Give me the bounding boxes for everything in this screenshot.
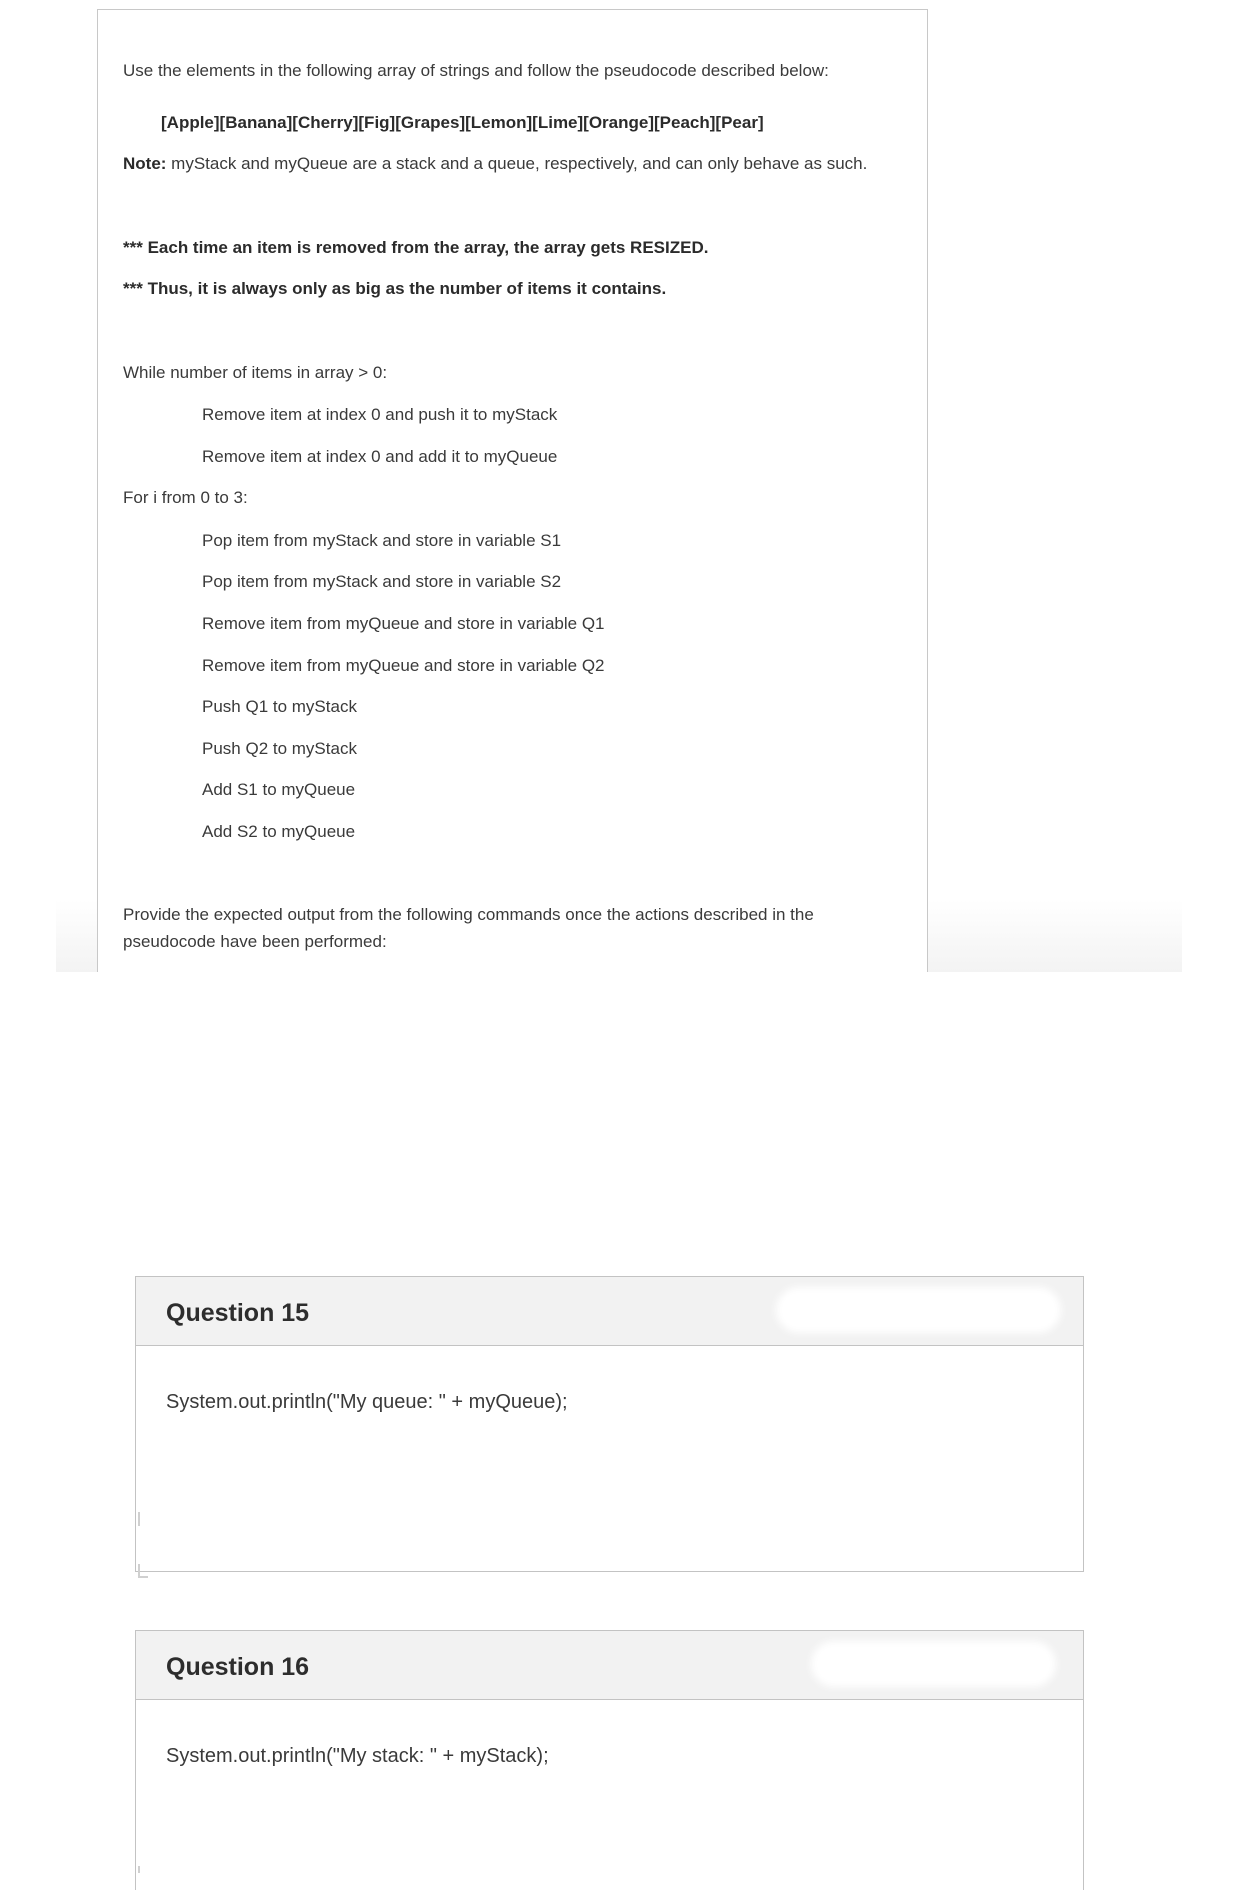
for-step: Push Q2 to myStack: [202, 739, 357, 758]
while-step: Remove item at index 0 and push it to myStack: [202, 405, 558, 424]
for-loop-header: For i from 0 to 3:: [123, 488, 248, 507]
question-16-card: [135, 1630, 1084, 1890]
margin-tick: [138, 1866, 140, 1873]
note-label: Note:: [123, 154, 167, 173]
for-step: Remove item from myQueue and store in variable Q1: [202, 614, 605, 633]
question-15-card: [135, 1276, 1084, 1572]
question-15-header: [136, 1277, 1083, 1346]
note-line: [123, 153, 867, 175]
provide-instructions-1: Provide the expected output from the following commands once the actions described in the: [123, 905, 814, 924]
question-16-code: System.out.println("My stack: " + myStack);: [166, 1745, 549, 1767]
for-step: Push Q1 to myStack: [202, 697, 357, 716]
question-15-title: Question 15: [166, 1299, 310, 1327]
question-15-code: System.out.println("My queue: " + myQueue);: [166, 1391, 568, 1413]
provide-instructions-2: pseudocode have been performed:: [123, 932, 387, 951]
margin-tick: [138, 1512, 140, 1526]
resize-note-1: *** Each time an item is removed from the array, the array gets RESIZED.: [123, 238, 709, 257]
redacted-points-area: [811, 1641, 1056, 1687]
margin-corner-mark: [138, 1564, 148, 1578]
redacted-points-area: [776, 1287, 1061, 1333]
problem-intro: Use the elements in the following array of strings and follow the pseudocode described below:: [123, 61, 829, 80]
while-loop-header: While number of items in array > 0:: [123, 363, 388, 382]
note-text: myStack and myQueue are a stack and a queue, respectively, and can only behave as such.: [166, 154, 868, 173]
array-contents: [Apple][Banana][Cherry][Fig][Grapes][Lemon][Lime][Orange][Peach][Pear]: [161, 113, 764, 132]
for-step: Remove item from myQueue and store in variable Q2: [202, 656, 605, 675]
question-16-title: Question 16: [166, 1653, 310, 1681]
question-16-header: [136, 1631, 1083, 1700]
for-step: Add S2 to myQueue: [202, 822, 356, 841]
for-step: Pop item from myStack and store in variable S2: [202, 572, 562, 591]
for-step: Pop item from myStack and store in variable S1: [202, 531, 562, 550]
resize-note-2: *** Thus, it is always only as big as the number of items it contains.: [123, 279, 667, 298]
problem-card: [97, 9, 928, 972]
for-step: Add S1 to myQueue: [202, 780, 356, 799]
while-step: Remove item at index 0 and add it to myQueue: [202, 447, 558, 466]
